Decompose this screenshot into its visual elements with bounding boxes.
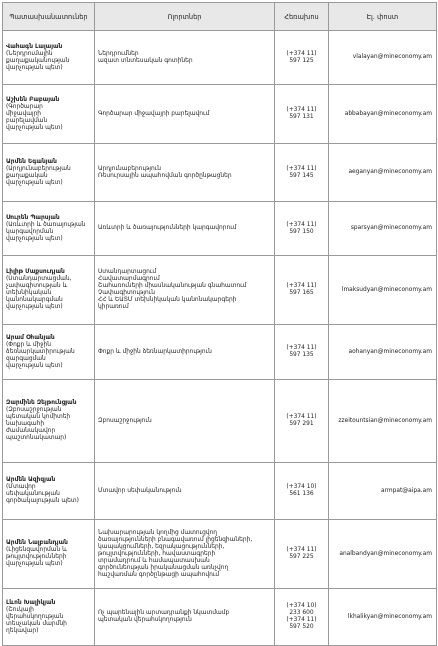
phone-number-line: 597 150 (289, 228, 314, 235)
area-line: Գործարար միջավայրի բարելավում (98, 110, 210, 117)
table-row (3, 144, 437, 202)
responsible-cell (3, 520, 95, 589)
email-cell (329, 202, 437, 256)
person-role-line: ձեռնարկատիրության (6, 348, 75, 355)
area-line: Նախարարության կողմից մատուցվող (98, 529, 218, 536)
table-row (3, 325, 437, 380)
person-role-line: վարչության պետ) (6, 179, 63, 186)
phone-number-line: 597 125 (289, 57, 314, 64)
phone-cell (275, 380, 329, 463)
phone-number-line: (+374 11) (286, 165, 317, 172)
area-line: ազատ տնտեսական գոտիներ (98, 57, 193, 64)
phone-cell (275, 463, 329, 520)
table-row (3, 520, 437, 589)
responsible-cell (3, 31, 95, 85)
person-role-line: (Լիցենզավորման և (6, 547, 67, 553)
person-role-line: միջավայրի (6, 110, 42, 117)
person-role-line: (Մտավոր (6, 484, 36, 490)
area-cell (95, 31, 275, 85)
person-role-line: (Գործարար (6, 103, 43, 110)
phone-number-line: 233 600 (289, 610, 314, 616)
phone-cell (275, 202, 329, 256)
phone-number-line: 597 165 (289, 290, 314, 296)
responsible-cell (3, 144, 95, 202)
person-role-line: վարչության պետ) (6, 561, 63, 567)
person-role-line: վերահսկողության (6, 613, 64, 620)
responsible-cell (3, 85, 95, 144)
header-phone: Հեռախոս (275, 3, 329, 31)
area-line: Չափագիտություն (98, 290, 156, 296)
responsible-cell (3, 589, 95, 646)
area-line: Արդյունաբերություն (98, 165, 161, 172)
email-link[interactable]: lmaksudyan@mineconomy.am (341, 286, 432, 293)
phone-number-line: (+374 11) (286, 414, 317, 420)
person-role-line: (Շուկայի (6, 606, 34, 613)
table-row (3, 31, 437, 85)
phone-number-line: 597 131 (289, 114, 314, 120)
phone-cell (275, 144, 329, 202)
email-link[interactable]: lkhalikyan@mineconomy.am (347, 613, 432, 620)
area-line: ՀՀ և ԵԱՏՄ տեխնիկական կանոնակարգերի (98, 297, 237, 303)
person-role-line: բարելավման (6, 117, 48, 124)
responsible-cell (3, 202, 95, 256)
email-cell (329, 589, 437, 646)
person-name: Զարմինե Զեյթունցյան (6, 400, 77, 406)
table-header-row (3, 3, 437, 31)
phone-cell (275, 589, 329, 646)
person-role-line: կանոնակարգման (6, 297, 63, 303)
phone-number-line: 597 225 (289, 554, 314, 560)
person-name: Վահագն Լալայան (6, 43, 63, 50)
area-line: հաշվառման գործընթացի ապահովում (98, 571, 220, 578)
email-link[interactable]: aohanyan@mineconomy.am (348, 348, 432, 355)
email-cell (329, 520, 437, 589)
area-line: Առևտրի և ծառայությունների կարգավորում (98, 225, 237, 231)
person-role-line: քաղաքական (6, 172, 48, 179)
area-line: Զբոսաշրջություն (98, 417, 152, 424)
person-role-line: վարչության պետ) (6, 362, 63, 369)
area-line: թույլտվությունների, հավաստագրերի (98, 550, 216, 557)
area-cell (95, 325, 275, 380)
area-line: կապակցումների, եզրակացությունների, (98, 543, 225, 550)
person-role-line: սեփականության (6, 491, 60, 497)
person-role-line: տեխնիկական (6, 290, 52, 296)
phone-number-line: (+374 11) (286, 221, 317, 228)
email-cell (329, 325, 437, 380)
person-name: Արմեն Նալբանդյան (6, 540, 68, 546)
person-role-line: վարչության պետ) (6, 124, 63, 131)
phone-number-line: 597 291 (289, 421, 314, 427)
area-line: գործունեության իրականացման առնչվող (98, 564, 229, 571)
header-areas: Ոլորտներ (95, 3, 275, 31)
person-role-line: ղեկավար) (6, 627, 39, 634)
person-role-line: չափագիտության և (6, 283, 68, 289)
person-role-line: վարչության պետ) (6, 304, 63, 310)
responsible-cell (3, 256, 95, 325)
table-row (3, 463, 437, 520)
phone-cell (275, 325, 329, 380)
header-email: Էլ. փոստ (329, 3, 437, 31)
person-role-line: քաղաքականության (6, 57, 70, 64)
phone-cell (275, 31, 329, 85)
person-name: Արմեն Ազիզյան (6, 477, 56, 483)
area-line: ծառայությունների բնագավառում լիցենզիաների, (98, 536, 253, 543)
email-link[interactable]: vlalayan@mineconomy.am (352, 54, 432, 60)
phone-number-line: (+374 10) (286, 484, 317, 490)
phone-cell (275, 520, 329, 589)
table-row (3, 256, 437, 325)
area-line: Ստանդարտացում (98, 269, 157, 275)
email-link[interactable]: zzeitountsian@mineconomy.am (338, 417, 432, 424)
person-role-line: (Արդյունաբերության (6, 165, 71, 172)
email-link[interactable]: sparsyan@mineconomy.am (350, 225, 432, 231)
person-name: Արամ Օհանյան (6, 334, 55, 341)
email-link[interactable]: abbabayan@mineconomy.am (344, 110, 432, 117)
phone-number-line: 597 145 (289, 172, 314, 179)
phone-number-line: (+374 10) (286, 603, 317, 609)
responsible-cell (3, 380, 95, 463)
area-line: Ներդրումներ (98, 50, 139, 57)
person-role-line: (Փոքր և միջին (6, 341, 52, 348)
person-role-line: պաշտոնակատար) (6, 435, 67, 441)
email-cell (329, 31, 437, 85)
person-role-line: թույլտվությունների (6, 554, 67, 560)
phone-number-line: (+374 11) (286, 547, 317, 553)
person-role-line: տեսչական մարմնի (6, 620, 67, 627)
person-name: Աշխեն Բաբայան (6, 96, 60, 103)
person-role-line: (Ստանդարտացման, (6, 276, 72, 282)
area-cell (95, 463, 275, 520)
person-role-line: վարչության պետ) (6, 235, 63, 242)
area-line: տրամադրում և համապատասխան (98, 557, 210, 564)
header-responsible: Պատասխանատուներ (3, 3, 95, 31)
phone-number-line: (+374 11) (286, 107, 317, 113)
person-name: Սուրեն Պարսյան (6, 214, 60, 221)
phone-cell (275, 85, 329, 144)
email-cell (329, 380, 437, 463)
table-row (3, 85, 437, 144)
person-role-line: զարգացման (6, 355, 46, 362)
person-role-line: (Զբոսաշրջության (6, 407, 62, 413)
phone-number-line: 597 135 (289, 352, 314, 358)
person-role-line: նախագահի (6, 421, 45, 427)
phone-number-line: 597 520 (289, 624, 314, 630)
table-row (3, 202, 437, 256)
phone-number-line: (+374 11) (286, 345, 317, 351)
responsible-cell (3, 325, 95, 380)
email-cell (329, 256, 437, 325)
area-line: պետական վերահսկողություն (98, 617, 192, 623)
phone-number-line: (+374 11) (286, 283, 317, 289)
area-cell (95, 380, 275, 463)
person-role-line: վարչության պետ) (6, 64, 63, 71)
area-cell (95, 256, 275, 325)
area-cell (95, 144, 275, 202)
email-link[interactable]: aeganyan@mineconomy.am (348, 169, 432, 175)
phone-number-line: (+374 11) (286, 50, 317, 57)
person-name: Լիլիթ Մաքսուդյան (6, 269, 65, 275)
area-cell (95, 520, 275, 589)
email-link[interactable]: analbandyan@mineconomy.am (339, 550, 432, 557)
area-line: Ռեսուրսային ապահովման գործընթացներ (98, 172, 232, 179)
person-role-line: կարգավորման (6, 228, 54, 235)
table-row (3, 589, 437, 646)
area-line: Շահառուների միասնականության գնահատում (98, 283, 247, 289)
person-role-line: գործակալության պետ) (6, 498, 79, 504)
area-line: կիրառում (98, 304, 129, 310)
email-cell (329, 144, 437, 202)
area-cell (95, 589, 275, 646)
area-cell (95, 85, 275, 144)
area-line: Փոքր և միջին ձեռնարկատիրություն (98, 348, 212, 355)
email-cell (329, 85, 437, 144)
contacts-table (2, 2, 437, 646)
area-cell (95, 202, 275, 256)
person-name: Արմեն Եգանյան (6, 158, 57, 165)
responsible-cell (3, 463, 95, 520)
table-row (3, 380, 437, 463)
phone-cell (275, 256, 329, 325)
person-role-line: պետական կոմիտեի (6, 414, 71, 420)
person-name: Լևոն Խալիկյան (6, 599, 56, 606)
email-link[interactable]: armpat@aipa.am (380, 487, 432, 494)
person-role-line: ժամանակավոր (6, 428, 56, 434)
phone-number-line: (+374 11) (286, 617, 317, 623)
person-role-line: (Առևտրի և ծառայության (6, 221, 86, 228)
area-line: Մտավոր սեփականություն (98, 487, 182, 494)
email-cell (329, 463, 437, 520)
area-line: Հավատարմագրում (98, 276, 160, 282)
area-line: Ոչ պարենային արտադրանքի նկատմամբ (98, 610, 230, 616)
person-role-line: (Ներդրումային (6, 50, 53, 57)
phone-number-line: 561 136 (289, 491, 314, 497)
